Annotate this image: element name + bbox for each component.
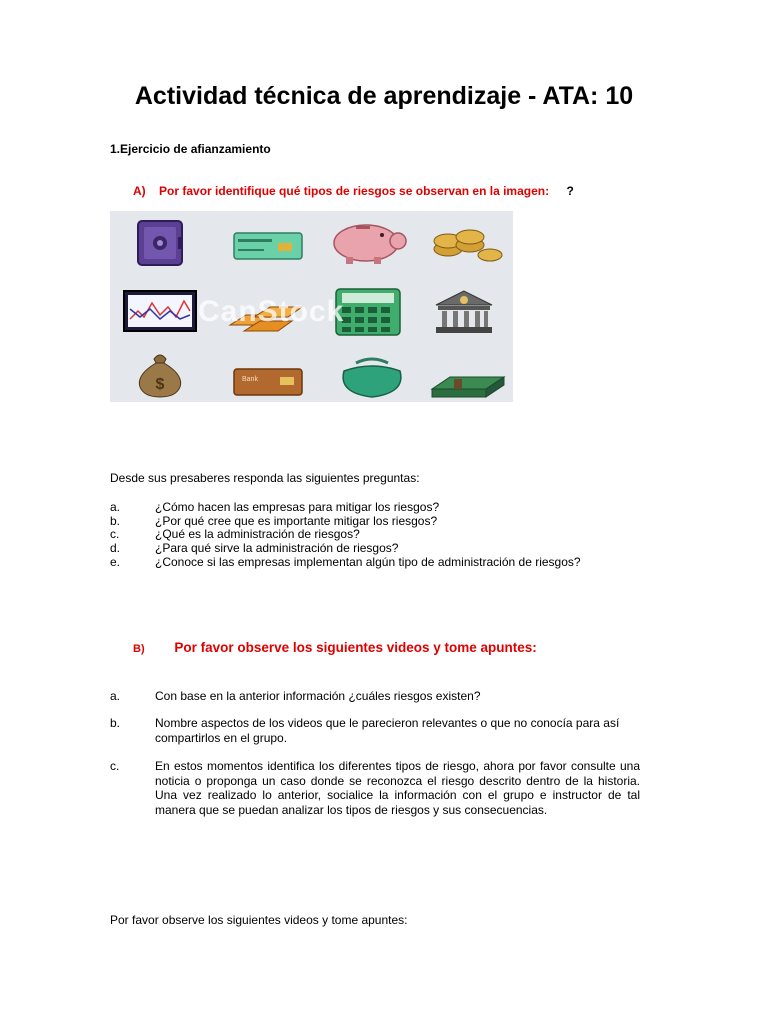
cash-stack-icon [428,361,510,401]
money-bag-icon [130,347,190,399]
question-a-label: A) [133,184,146,198]
bank-icon [432,289,496,335]
question-a-heading [133,184,574,198]
watermark: CanStock [198,295,345,328]
credit-card-icon [228,229,308,263]
section-heading: 1.Ejercicio de afianzamiento [110,142,271,156]
section-b-text: Por favor observe los siguientes videos y tome apuntes: [174,640,537,655]
section-b-label: B) [133,643,145,655]
question-a-text: Por favor identifique qué tipos de riesgos se observan en la imagen: [159,184,550,198]
bank-card-icon [228,367,308,399]
monitor-chart-icon [120,289,200,333]
safe-icon [124,217,196,269]
svg-text:$: $ [155,376,165,393]
section-b-heading [133,640,537,655]
question-mark: ? [566,184,574,198]
bank-card-text: Bank [242,376,258,383]
closing-text: Por favor observe los siguientes videos y tome apuntes: [110,913,408,927]
piggy-bank-icon [322,219,418,265]
page-title: Actividad técnica de aprendizaje - ATA: 10 [134,82,634,110]
coins-icon [428,219,510,265]
intro-text: Desde sus presaberes responda las siguientes preguntas: [110,471,420,485]
finance-icons-image [110,211,513,402]
purse-icon [332,353,412,399]
